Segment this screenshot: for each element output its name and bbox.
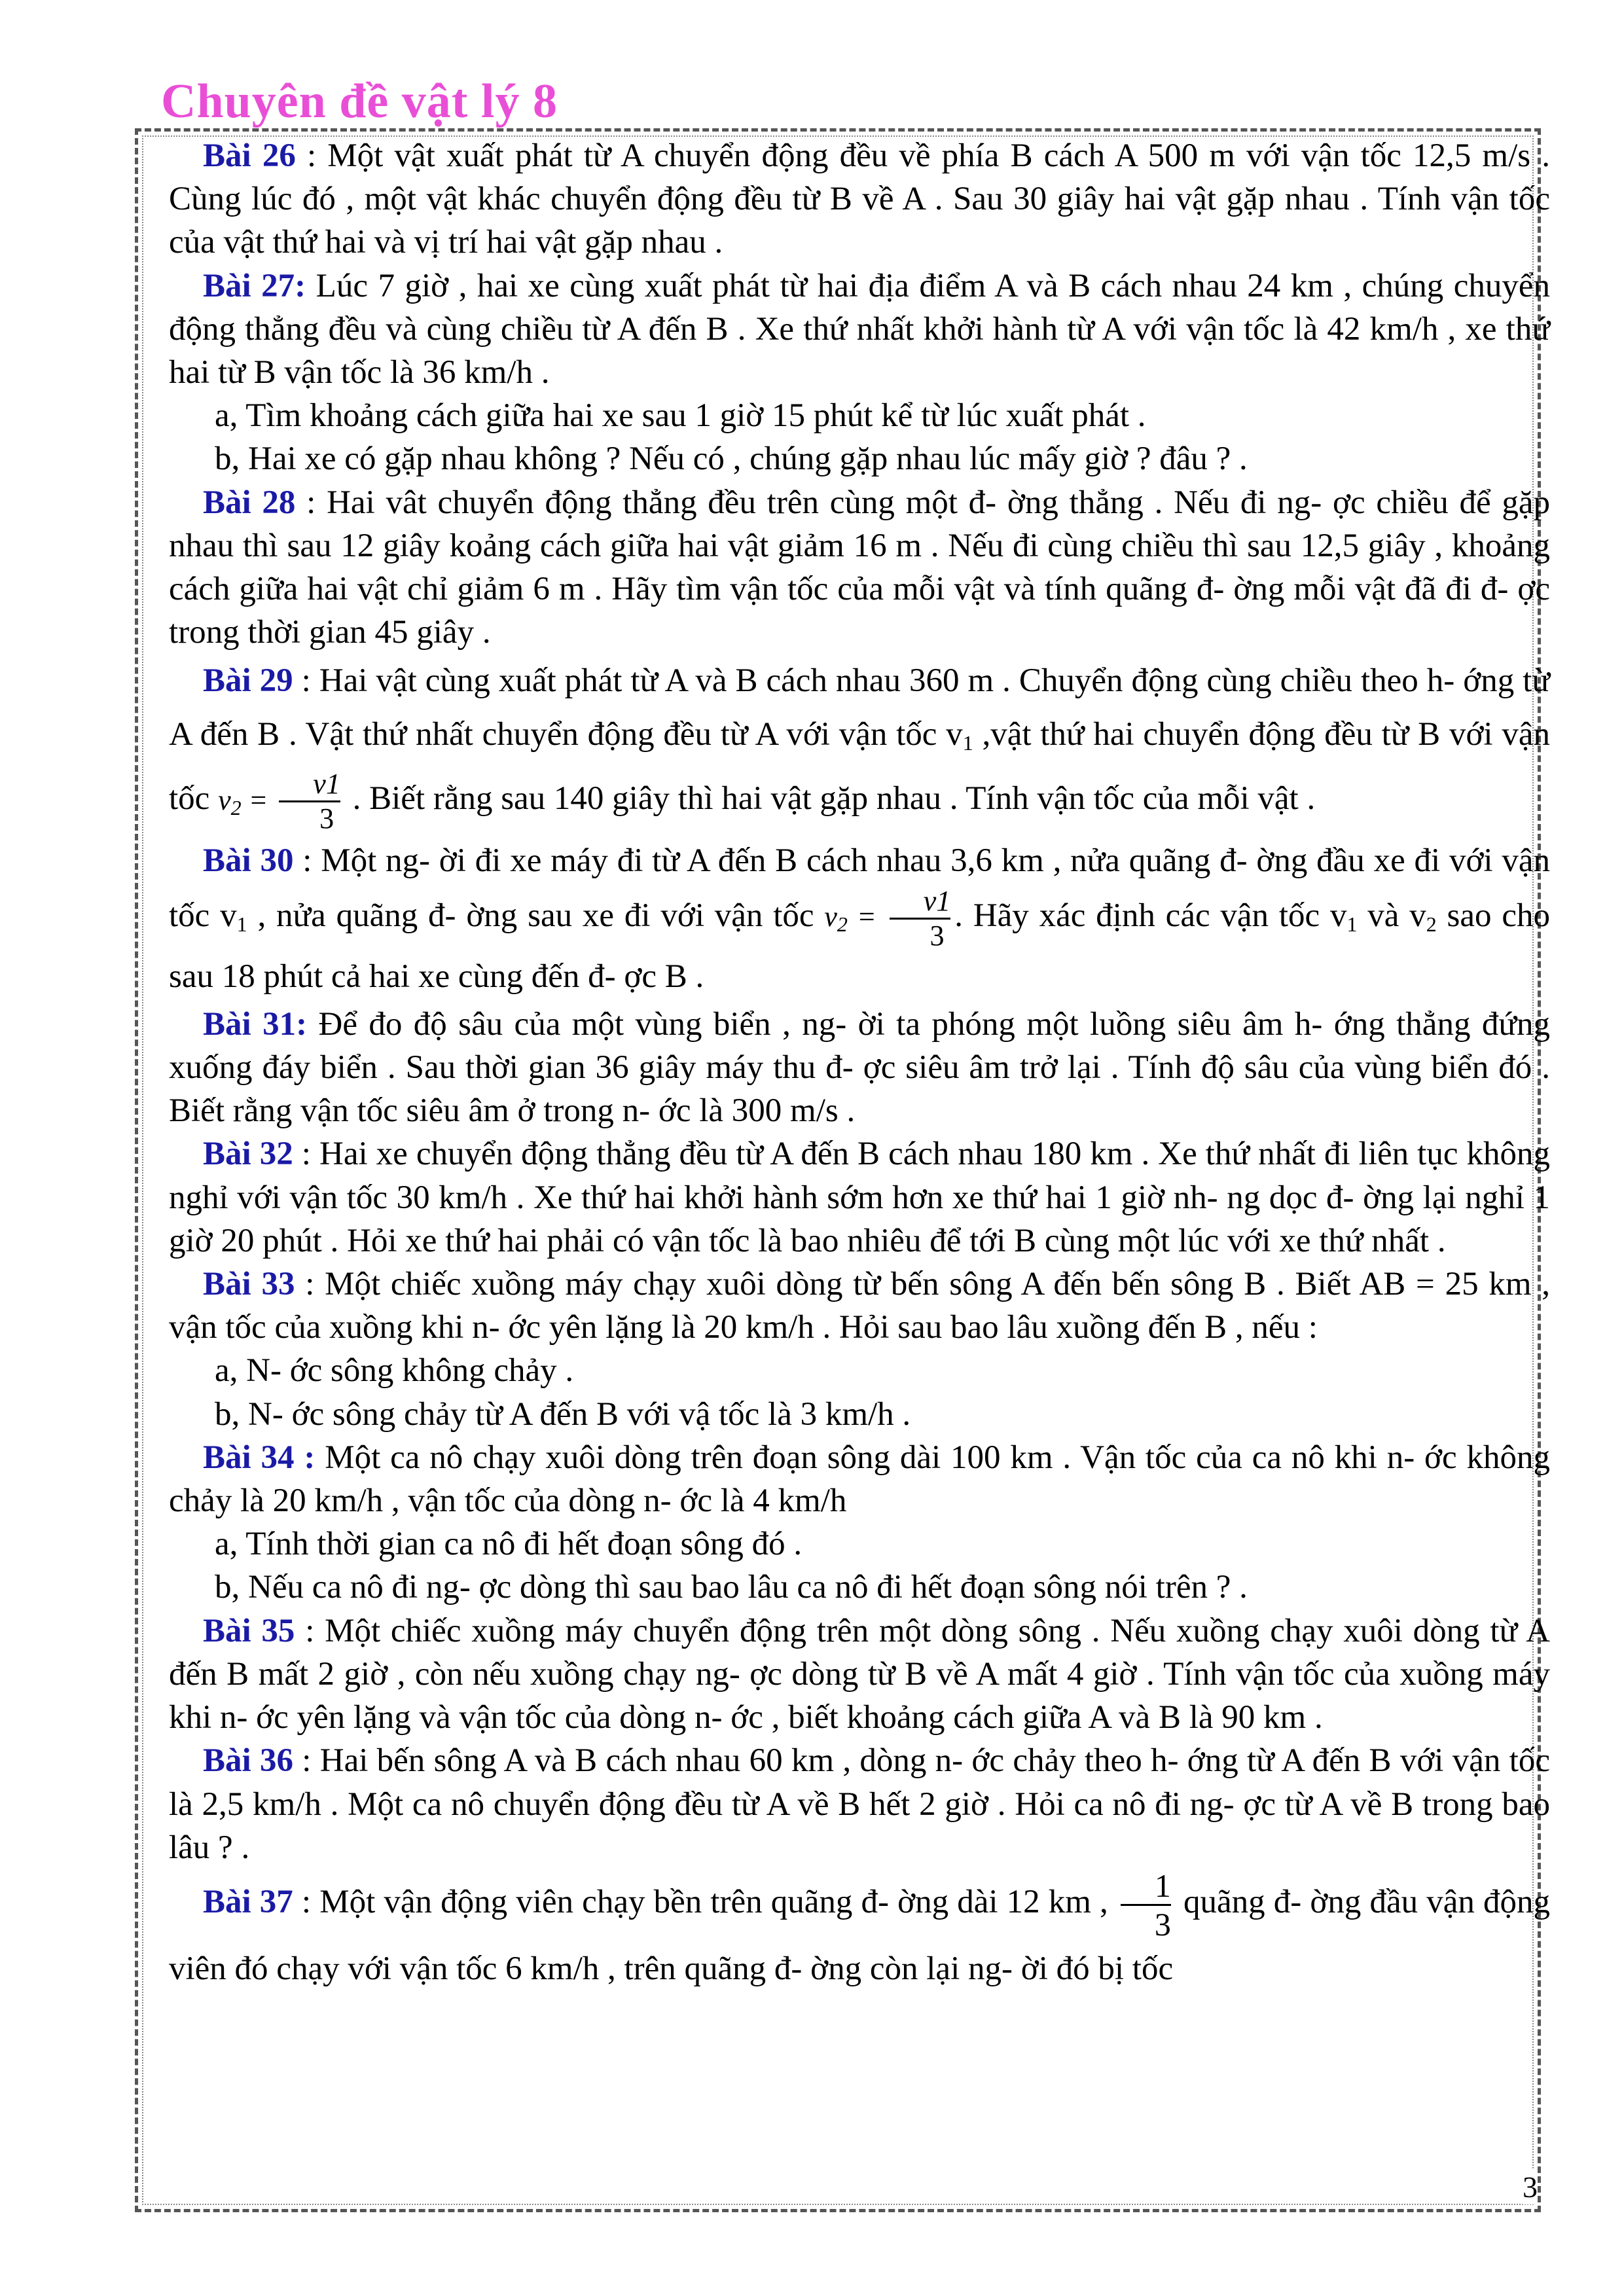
problem-text: Một ca nô chạy xuôi dòng trên đoạn sông dài 100 km . Vận tốc của ca nô khi n- ớc không chảy là 20 km/h , vận tốc của dòng n- ớc là 4 km/h [169, 1439, 1550, 1520]
sub-question: b, Hai xe có gặp nhau không ? Nếu có , chúng gặp nhau lúc mấy giờ ? đâu ? . [215, 440, 1248, 478]
page-number: 3 [1523, 2170, 1538, 2204]
problem-label: Bài 29 [203, 662, 293, 700]
problem-34 [169, 1436, 1550, 1522]
problem-31 [169, 1003, 1550, 1133]
sub-question: a, Tính thời gian ca nô đi hết đoạn sông đó . [215, 1526, 803, 1563]
problem-label: Bài 35 [203, 1612, 295, 1649]
sub-question: b, N- ớc sông chảy từ A đến B với vậ tốc là 3 km/h . [215, 1395, 911, 1433]
problem-text: Để đo độ sâu của một vùng biển , ng- ời ta phóng một luồng siêu âm h- ớng thẳng đứng xuống đáy biển . Sau thời gian 36 giây máy thu đ- ợc siêu âm trở lại . Tính độ sâu của vùng biển đó . Biết rằng vận tốc siêu âm ở trong n- ớc là 300 m/s . [169, 1005, 1550, 1130]
problem-label: Bài 27: [203, 267, 306, 304]
problem-label: Bài 26 [203, 137, 296, 174]
problem-37: Bài 37 : Một vận động viên chạy bền trên quãng đ- ờng dài 12 km , $\frac{1}{3}$ quãng đ- ờng đầu vận động viên đó chạy với vận tốc 6 km/h , trên quãng đ- ờng còn lại ng- ời đó bị tốc [169, 1867, 1550, 1987]
velocity-equation: $v_2$ = [218, 783, 276, 819]
problem-text: Một chiếc xuồng máy chuyển động trên một dòng sông . Nếu xuồng chạy xuôi dòng từ A đến B mất 2 giờ , còn nếu xuồng chạy ng- ợc dòng từ B về A mất 4 giờ . Tính vận tốc của xuồng máy khi n- ớc yên lặng và vận tốc của dòng n- ớc , biết khoảng cách giữa A và B là 90 km . [169, 1612, 1550, 1736]
problem-text: Hai xe chuyển động thẳng đều từ A đến B cách nhau 180 km . Xe thứ nhất đi liên tục không nghỉ với vận tốc 30 km/h . Xe thứ hai khởi hành sớm hơn xe thứ hai 1 giờ nh- ng dọc đ- ờng lại nghỉ 1 giờ 20 phút . Hỏi xe thứ hai phải có vận tốc là bao nhiêu để tới B cùng một lúc với xe thứ nhất . [169, 1136, 1551, 1259]
problem-29: Bài 29 : Hai vật cùng xuất phát từ A và B cách nhau 360 m . Chuyển động cùng chiều theo h- ớng từ A đến B . Vật thứ nhất chuyển động đều từ A với vận tốc $v_1$ ,vật thứ hai chuyển động đều từ B với vận tốc $v_2$ = $\frac{v1}{3}$ . Biết rằng sau 140 giây thì hai vật gặp nhau . Tính vận tốc của mỗi vật . [169, 662, 1551, 835]
problem-label: Bài 37 [203, 1884, 293, 1921]
problem-28: Bài 28 : Hai vât chuyển động thẳng đều trên cùng một đ- ờng thẳng . Nếu đi ng- ợc chiều để gặp nhau thì sau 12 giây koảng cách giữa hai vật giảm 16 m . Nếu đi cùng chiều thì sau 12,5 giây , khoảng cách giữa hai vật chỉ giảm 6 m . Hãy tìm vận tốc của mỗi vật và tính quãng đ- ờng mỗi vật đã đi đ- ợc trong thời gian 45 giây . [169, 484, 1551, 651]
page-header-title: Chuyên đề vật lý 8 [156, 77, 563, 126]
problem-32: Bài 32 : Hai xe chuyển động thẳng đều từ A đến B cách nhau 180 km . Xe thứ nhất đi liên tục không nghỉ với vận tốc 30 km/h . Xe thứ hai khởi hành sớm hơn xe thứ hai 1 giờ nh- ng dọc đ- ờng lại nghỉ 1 giờ 20 phút . Hỏi xe thứ hai phải có vận tốc là bao nhiêu để tới B cùng một lúc với xe thứ nhất . [169, 1136, 1551, 1259]
problem-33: Bài 33 : Một chiếc xuồng máy chạy xuôi dòng từ bến sông A đến bến sông B . Biết AB = 25 km , vận tốc của xuồng khi n- ớc yên lặng là 20 km/h . Hỏi sau bao lâu xuồng đến B , nếu : [169, 1266, 1551, 1346]
sub-question: a, N- ớc sông không chảy . [215, 1352, 574, 1390]
problem-label: Bài 32 [203, 1136, 293, 1173]
problem-text: Một vật xuất phát từ A chuyển động đều về phía B cách A 500 m với vận tốc 12,5 m/s . Cùng lúc đó , một vật khác chuyển động đều từ B về A . Sau 30 giây hai vật gặp nhau . Tính vận tốc của vật thứ hai và vị trí hai vật gặp nhau . [169, 137, 1551, 261]
problem-text: Hai vât chuyển động thẳng đều trên cùng một đ- ờng thẳng . Nếu đi ng- ợc chiều để gặp nhau thì sau 12 giây koảng cách giữa hai vật giảm 16 m . Nếu đi cùng chiều thì sau 12,5 giây , khoảng cách giữa hai vật chỉ giảm 6 m . Hãy tìm vận tốc của mỗi vật và tính quãng đ- ờng mỗi vật đã đi đ- ợc trong thời gian 45 giây . [169, 484, 1551, 651]
problem-27 [169, 264, 1550, 395]
problem-label: Bài 33 [203, 1266, 295, 1303]
problem-26: Bài 26 : Một vật xuất phát từ A chuyển động đều về phía B cách A 500 m với vận tốc 12,5 m/s . Cùng lúc đó , một vật khác chuyển động đều từ B về A . Sau 30 giây hai vật gặp nhau . Tính vận tốc của vật thứ hai và vị trí hai vật gặp nhau . [169, 137, 1551, 261]
problem-label: Bài 30 [203, 842, 294, 879]
problem-text: Lúc 7 giờ , hai xe cùng xuất phát từ hai địa điểm A và B cách nhau 24 km , chúng chuyển động thẳng đều và cùng chiều từ A đến B . Xe thứ nhất khởi hành từ A với vận tốc là 42 km/h , xe thứ hai từ B vận tốc là 36 km/h . [169, 267, 1551, 391]
problem-36: Bài 36 : Hai bến sông A và B cách nhau 60 km , dòng n- ớc chảy theo h- ớng từ A đến B với vận tốc là 2,5 km/h . Một ca nô chuyển động đều từ A về B hết 2 giờ . Hỏi ca nô đi ng- ợc từ A về B trong bao lâu ? . [169, 1742, 1550, 1866]
problem-text: Một chiếc xuồng máy chạy xuôi dòng từ bến sông A đến bến sông B . Biết AB = 25 km , vận tốc của xuồng khi n- ớc yên lặng là 20 km/h . Hỏi sau bao lâu xuồng đến B , nếu : [169, 1266, 1551, 1346]
problem-text: Hai bến sông A và B cách nhau 60 km , dòng n- ớc chảy theo h- ớng từ A đến B với vận tốc là 2,5 km/h . Một ca nô chuyển động đều từ A về B hết 2 giờ . Hỏi ca nô đi ng- ợc từ A về B trong bao lâu ? . [169, 1742, 1550, 1866]
fraction: $\frac{v1}{3}$ [890, 887, 951, 950]
problem-35: Bài 35 : Một chiếc xuồng máy chuyển động trên một dòng sông . Nếu xuồng chạy xuôi dòng từ A đến B mất 2 giờ , còn nếu xuồng chạy ng- ợc dòng từ B về A mất 4 giờ . Tính vận tốc của xuồng máy khi n- ớc yên lặng và vận tốc của dòng n- ớc , biết khoảng cách giữa A và B là 90 km . [169, 1612, 1550, 1736]
problem-list [169, 134, 1550, 1997]
fraction: $\frac{1}{3}$ [1121, 1869, 1171, 1941]
sub-question: b, Nếu ca nô đi ng- ợc dòng thì sau bao lâu ca nô đi hết đoạn sông nói trên ? . [215, 1569, 1248, 1606]
fraction: $\frac{v1}{3}$ [279, 770, 340, 833]
problem-label: Bài 34 : [203, 1439, 316, 1476]
sub-question: a, Tìm khoảng cách giữa hai xe sau 1 giờ 15 phút kể từ lúc xuất phát . [215, 397, 1146, 435]
problem-30: Bài 30 : Một ng- ời đi xe máy đi từ A đến B cách nhau 3,6 km , nửa quãng đ- ờng đầu xe đi với vận tốc $v_1$ , nửa quãng đ- ờng sau xe đi với vận tốc $v_2$ = $\frac{v1}{3}$ . Hãy xác định các vận tốc $v_1$ và $v_2$ sao cho sau 18 phút cả hai xe cùng đến đ- ợc B . [169, 842, 1551, 995]
velocity-equation: $v_2$ = [824, 900, 886, 936]
problem-label: Bài 28 [203, 484, 296, 521]
problem-label: Bài 36 [203, 1742, 293, 1780]
problem-label: Bài 31: [203, 1005, 308, 1043]
